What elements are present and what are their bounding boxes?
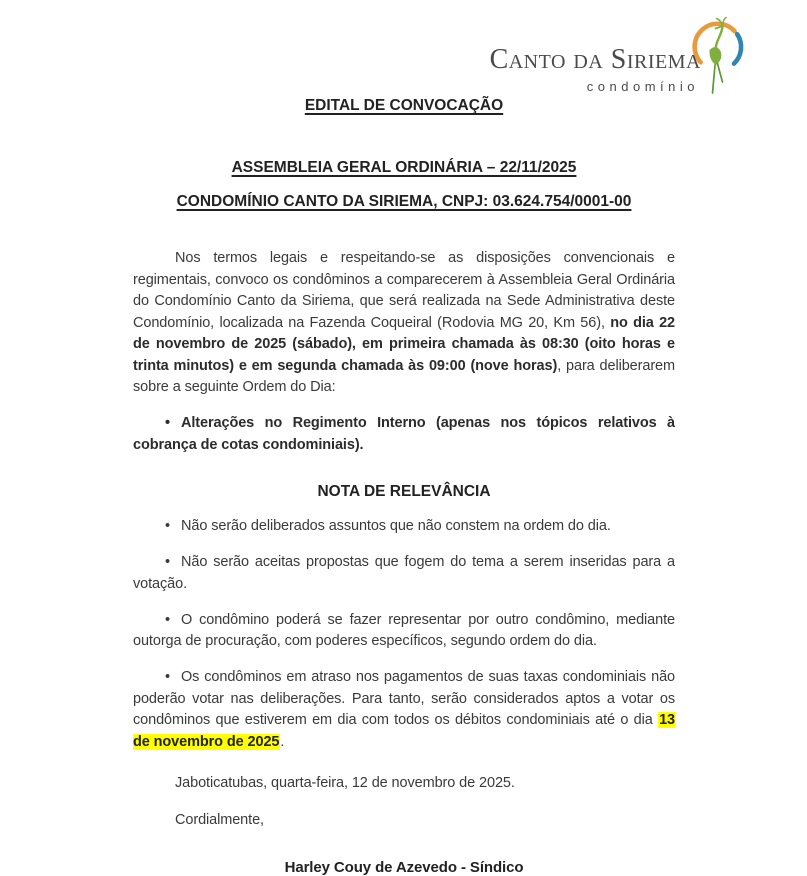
bullet-icon: •: [165, 611, 170, 628]
relevance-item-1-text: Não serão deliberados assuntos que não constem na ordem do dia.: [180, 518, 611, 534]
relevance-item-4: [133, 667, 675, 753]
bullet-icon: •: [165, 669, 170, 685]
closing-place-date: Jaboticatubas, quarta-feira, 12 de novembro de 2025.: [175, 775, 515, 791]
signature-line: Harley Couy de Azevedo - Síndico: [284, 859, 524, 876]
relevance-item-1: [133, 516, 675, 538]
relevance-item-4-text-start: Os condôminos em atraso nos pagamentos de suas taxas condominiais não poderão votar nas deliberações. Para tanto, serão considerados aptos a votar os condôminos que estiverem em dia com todos os débitos condominiais até o dia: [133, 669, 675, 728]
relevance-item-4-text-end: .: [280, 733, 285, 750]
agenda-item-text: Alterações no Regimento Interno (apenas nos tópicos relativos à cobrança de cotas condominiais).: [133, 415, 675, 453]
relevance-note-heading: NOTA DE RELEVÂNCIA: [317, 483, 491, 500]
bullet-icon: •: [165, 554, 170, 570]
relevance-item-3-text: O condômino poderá se fazer representar por outro condômino, mediante outorga de procuração, com poderes específicos, segundo ordem do dia.: [133, 611, 675, 649]
agenda-bullet-item: [133, 413, 675, 456]
logo-brand-subtitle: condomínio: [586, 79, 699, 94]
bullet-icon: •: [165, 518, 170, 534]
condo-cnpj-subtitle: [133, 192, 675, 212]
bullet-icon: •: [165, 415, 170, 431]
relevance-item-3: [133, 610, 675, 653]
intro-text-start: Nos termos legais e respeitando-se as disposições convencionais e regimentais, convoco os condôminos a comparecerem à Assembleia Geral Ordinária do Condomínio Canto da Siriema, que será realizada na Sede Administrativa deste Condomínio, localizada na Fazenda Coqueiral (Rodovia MG 20, Km 56),: [133, 250, 675, 331]
relevance-item-2: [133, 552, 675, 595]
closing-salutation: Cordialmente,: [175, 811, 264, 828]
document-title: [133, 96, 675, 116]
intro-paragraph: [133, 248, 675, 399]
assembly-subtitle: [133, 158, 675, 178]
logo-text-block: [490, 46, 701, 94]
condo-cnpj-subtitle-text: CONDOMÍNIO CANTO DA SIRIEMA, CNPJ: 03.624.754/0001-00: [176, 193, 632, 210]
relevance-item-2-text: Não serão aceitas propostas que fogem do tema a serem inseridas para a votação.: [133, 554, 675, 592]
intro-text-end: , para deliberarem sobre a seguinte Ordem do Dia:: [133, 357, 675, 395]
assembly-subtitle-text: ASSEMBLEIA GERAL ORDINÁRIA – 22/11/2025: [231, 159, 577, 176]
highlighted-deadline-date: 13 de novembro de 2025: [133, 712, 675, 750]
document-title-text: EDITAL DE CONVOCAÇÃO: [304, 97, 504, 114]
logo-brand-name: Canto da Siriema: [489, 44, 701, 75]
intro-schedule-bold: no dia 22 de novembro de 2025 (sábado), em primeira chamada às 08:30 (oito horas e trinta minutos) e em segunda chamada às 09:00 (nove horas): [133, 314, 675, 374]
document-content: [133, 0, 675, 876]
